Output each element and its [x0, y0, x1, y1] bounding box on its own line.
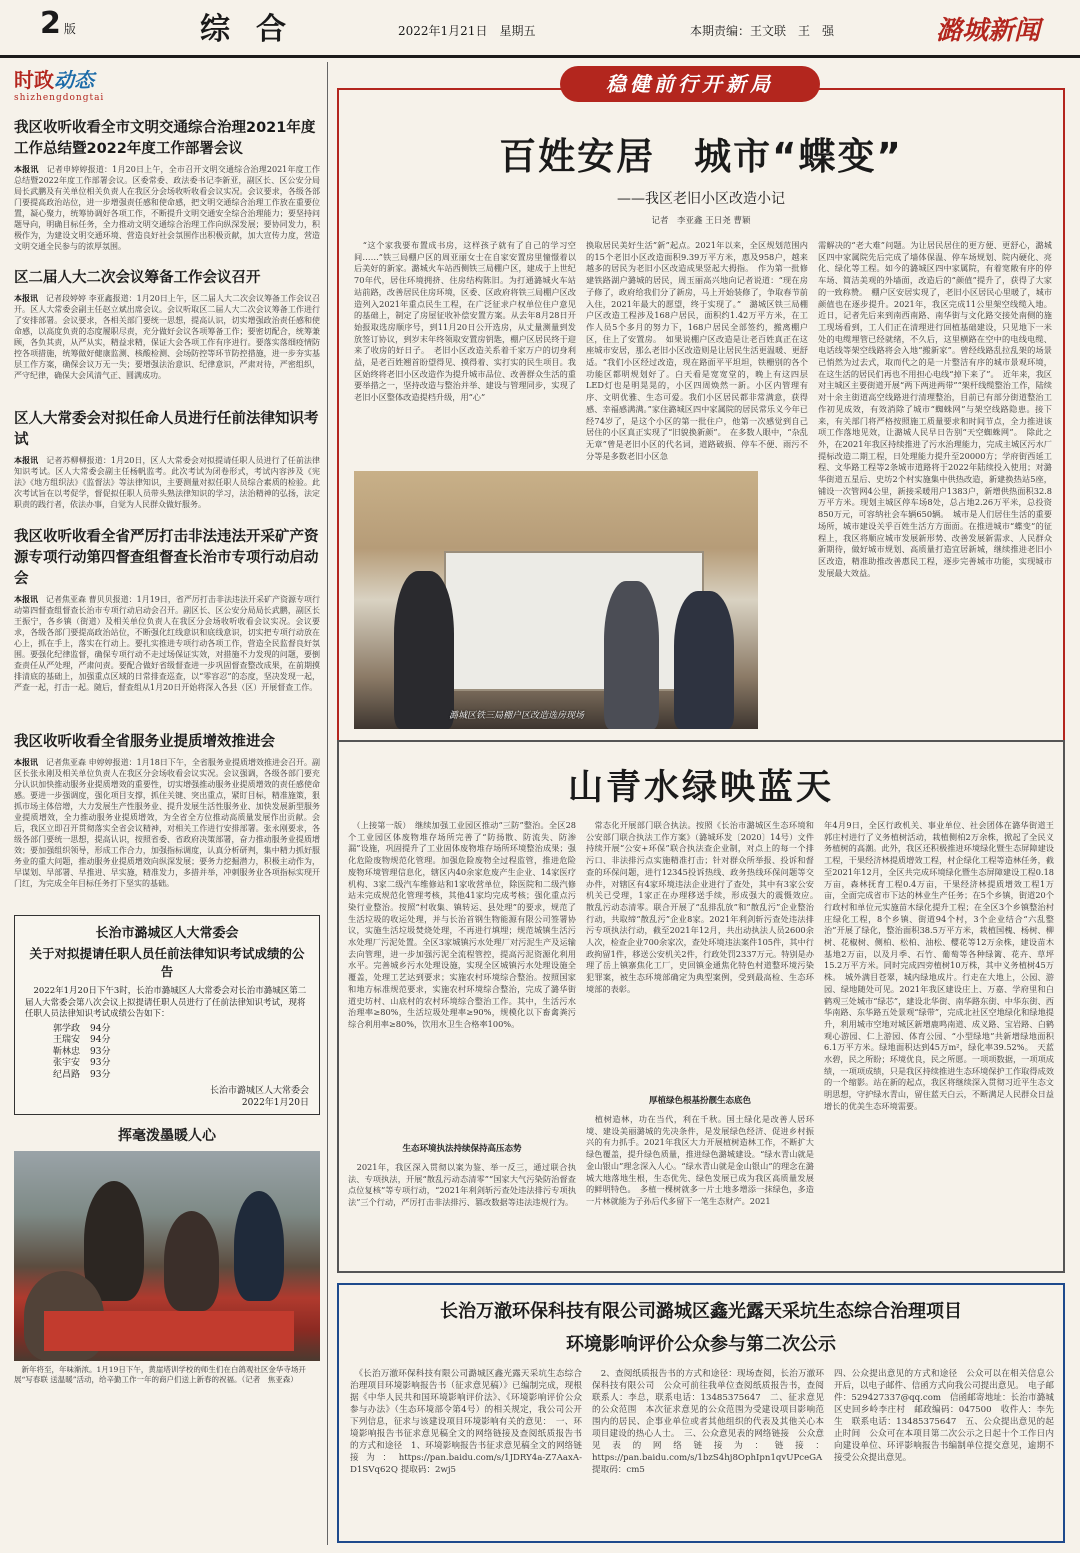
calligraphy-photo — [14, 1151, 320, 1361]
feature-environment-col3: 年4月9日，全区行政机关、事业单位、社会团体在潞华街道王郭庄村进行了义务植树活动，栽植侧柏2万余株，掀起了全民义务植树的高潮。此外，我区还积极推进环境绿化暨生态屏障建设工程，干果经济林提质增效工程，村企绿化工程等造林任务，截至2021年12月，全区共完成环境绿化暨生态屏障建设工程0.18万亩，森林抚育工程0.4万亩，干果经济林提质增效工程1万亩，全面完成省市下达的林业生产任务；在5个乡镇，街道20个行政村和单位元实施苗木绿化提升工程；在全区3个乡镇整治村庄绿化工程，8个乡镇、街道94个村，3个企业结合“六乱整治”开展了绿化，整治面积38.5万平方米，栽植国槐、杨树、柳树、花椒树、侧柏、松柏、油松、樱花等12万余株，建设苗木基地2万亩，以及月季、石竹、葡萄等各种绿篱、花卉、草坪15.2万平方米。同时完成四旁植树10万株，其中义务植树45万株。 城外满目苍翠，城内绿地成片。行走在大地上，公园、游园、绿地随处可见。2021年我区建设庄上、万嘉、学府里和白鹤观三处城市“绿芯”，建设北华街、南华路东街、中华东街、西华南路、东华路五处景观“绿带”，完成北社区空地绿化和绿地提升，利用城市空地对城区新增鹿鸣南道、成义路、宝岩路、白鹤观心游园、仁上游园、体育公园、“小型绿地”共新增绿地面积6.1万平方米。绿地面积达到45万m²，绿化率39.52%。 天蓝水碧，民之所盼；环境优良，民之所愿。一项项数据，一项项成绩，一项项成绩，只是我区持续推进生态环境保护工作取得成效的一个缩影。站在新的起点，我区将继续深入贯彻习近平生态文明思想，守护绿水青山，留住蓝天白云，不断满足人民群众日益增长的优美生态环境需要。 — [824, 820, 1054, 1111]
news-body: 本报讯 记者苏柳柳报道：1月20日，区人大常委会对拟提请任职人员进行了任前法律知识考试。区人大常委会副主任杨帆监考。此次考试为闭卷形式，考试内容涉及《宪法》《地方组织法》《监督法》等法律知识，主要测量对拟任职人员综合素质的检验。此次考试旨在以考促学，督促拟任职人员带头熟法律知识的学习，法治精神的弘扬，法定职责的践行者，依法办事，自觉为人民群众做好服务。 — [14, 455, 320, 509]
score-row — [53, 1058, 120, 1070]
public-notice-col1: 《长治万澈环保科技有限公司潞城区鑫光露天采坑生态综合治理项目环境影响报告书（征求意见稿）》已编制完成，现根据《中华人民共和国环境影响评价法》、《环境影响评价公众参与办法》（生态环境部令第4号）的相关规定，我公司公开下列信息，征求与该建设项目环境影响有关的意见： 一、环境影响报告书征求意见稿全文的网络链接及查阅纸质报告书的方式和途径 1、环境影响报告书征求意见稿全文的网络链接为：https://pan.baidu.com/s/1JDRY4a-Z7AaxA-D1SVq62Q 提取码：2wj5 — [350, 1369, 582, 1475]
candidate-score: 93分 — [90, 1069, 111, 1080]
feature-housing-authors: 记者 李亚鑫 王日尧 曹颖 — [651, 216, 751, 226]
feature-environment-title: 山青水绿映蓝天 — [567, 768, 834, 808]
exam-notice — [14, 915, 320, 1115]
feature-environment-col2: 常态化开展部门联合执法。按照《长治市潞城区生态环境和公安部门联合执法工作方案》（潞城环发〔2020〕14号）文件持续开展“公安+环保”联合执法查企业制，对点上的每一个排污口、非法排污点实施精准打击；针对群众所举报、投诉和督查的环保问题，进行12345投诉热线、政务热线环保问题等交办件，对辖区有4家环境违法企业进行了查处，其中有3家公安机关已受理，1家正在办理移送手续，形成强大的震慑效应。 散乱污动态清零。联合开展了“乱排乱放”和“散乱污”企业整治行动，共取缔“散乱污”企业8家。2021年利剑斩污查处违法排污专项执法行动，截至2021年12月，共出动执法人员2600余人次，检查企业700余家次，查处环境违法案件105件，其中行政拘留1件，移送公安机关2件，行政处罚2337万元。特别是办理了岳上镇寨焦化工厂，史回镇金通焦化特色村道整环境污染犯罪案，被生态环境部确定为典型案例，受到最高检、生态环境部的表彰。 — [586, 820, 823, 994]
candidate-score: 93分 — [90, 1058, 111, 1068]
section-name: 综合 — [200, 12, 312, 47]
housing-photo — [354, 471, 758, 729]
score-table — [53, 1024, 120, 1082]
issue-date: 2022年1月21日 星期五 — [398, 24, 536, 38]
feature-environment-col2b: 植树造林，功在当代，利在千秋。国土绿化是改善人居环境、建设美丽潞城的先决条件，是发展绿色经济、促进乡村振兴的有力抓手。2021年我区大力开展植树造林工作，不断扩大绿色覆盖，提升绿色质量，推进绿色潞城建设。“绿水青山就是金山银山”理念深入人心。“绿水青山就是金山银山”的理念在潞城大地落地生根，生态优先、绿色发展已成为我区高质量发展的鲜明特色。 多植一棵树就多一片土地多增添一抹绿色，多造一片林就能为子孙后代多留下一笔生态财产。2021 — [586, 1114, 814, 1206]
page-number: 2 版 — [40, 6, 76, 41]
news-headline: 我区收听收看全市文明交通综合治理2021年度工作总结暨2022年度工作部署会议 — [14, 120, 316, 157]
score-row — [53, 1070, 120, 1082]
photo-news-title: 挥毫泼墨暖人心 — [118, 1128, 216, 1144]
candidate-score: 94分 — [90, 1035, 111, 1045]
column-banner: 稳健前行开新局 — [560, 66, 820, 102]
feature-environment-col1: （上接第一版） 继续加强工业园区推动“三防”整治。全区28个工业园区体废物堆存场所完善了“防扬散、防流失、防渗漏”设施，巩固提升了工业固体废物堆存场所环境整治成果；强化危险废物规范化管理。加强危险废物全过程监管，推进危险废物环境管理信息化，辖区内40余家危废产生企业、14家医疗机构、3家二级汽车维修站和1家收营单位，除医院和二级汽修站未完成规范化管理考核，其他41家均完成考核；强化重点污染行业整治。按照“村收集、镇转运、县处理”的要求，规范了生活垃圾的收运处理，并与长治首钢生物能源有限公司签署协议，实施生活垃圾焚烧处理，不再进行填埋；规范城镇生活污水处理厂污泥处置。全区3家城镇污水处理厂对污泥生产及运输去向管理，进一步加强污泥全流程管控，提高污泥资源化利用水平。完善城乡污水处理设施，实现全区城镇污水处理设施全覆盖，处理工艺达到要求；实施农村环境综合整治。按照国家和地方标准规范要求，实施农村环境综合整治，完成了潞华街道史坊村、山底村的农村环境综合整治工作。其中，生活污水治理率≥80%，生活垃圾处理率≥90%，规模化以下畜禽粪污综合利用率≥80%，饮用水卫生合格率100%。 — [348, 820, 576, 1029]
page-header — [0, 0, 1080, 58]
score-row — [53, 1035, 120, 1047]
candidate-name: 张宇安 — [53, 1058, 81, 1068]
public-notice-col2: 2、查阅纸质报告书的方式和途径：现场查阅，长治万澈环保科技有限公司 公众可前往我单位查阅纸质报告书，查阅联系人：李总，联系电话：13485375647 二、征求意见的公众范围 本次征求意见的公众范围为受建设项目影响范围内的居民、企事业单位或者其他组织的代表及其他关心本项目建设的热心人士。 三、公众意见表的网络链接 公众意见表的网络链接为：链接：https://pan.baidu.com/s/1bzS4hj8OphIpn1qvUPceGA 提取码：cm5 — [592, 1369, 824, 1475]
candidate-name: 郭学政 — [53, 1023, 81, 1034]
candidate-name: 纪昌路 — [53, 1069, 81, 1080]
section-tag: 时政动态 shizhengdongtai — [14, 68, 105, 103]
news-body: 本报讯 记者申婷婷报道：1月20日上午，全市召开文明交通综合治理2021年度工作总结暨2022年度工作部署会议。区委常委、政法委书记李新亚，副区长、区公安分局局长武鹏及有关单位相关负责人在我区分会场收听收看会议实况。会议要求，各级各部门要提高政治站位，进一步增强责任感和使命感，把文明交通综合治理工作放在重要位置，凝心聚力，统筹协调好各项工作，不断提升文明交通安全综合治理能力；要坚持问题导向，明确目标任务，全力推动文明交通综合治理工作向纵深发展；要协同发力，积极作为，为建设文明交通环境、营造良好社会氛围作出积极贡献，加大宣传力度，营造文明交通全民参与的浓厚氛围。 — [14, 164, 320, 251]
notice-body: 2022年1月20日下午3时，长治市潞城区人大常委会对长治市潞城区第二届人大常委会第八次会议上拟提请任职人员进行了任前法律知识考试，现将任职人员法律知识考试成绩公告如下： — [25, 986, 307, 1019]
housing-photo-caption: 潞城区铁三局棚户区改造选房现场 — [449, 711, 585, 721]
candidate-score: 93分 — [90, 1046, 111, 1057]
news-headline: 我区收听收看全省严厉打击非法违法开采矿产资源专项行动第四督查组督查长治市专项行动启动会 — [14, 529, 319, 587]
candidate-name: 靳林忠 — [53, 1046, 81, 1057]
news-body: 本报讯 记者焦亚森 曹贝贝报道：1月19日，省严厉打击非法违法开采矿产资源专项行动第四督查组督查长治市专项行动启动会召开。副区长、区公安分局局长武鹏，副区长王振宁，各乡镇（街道）及相关单位负责人在我区分会场收听收看会议实况。会议要求，各级各部门要提高政治站位，不断强化红线意识和底线意识，切实把专项行动放在心上，抓在手上，落实在行动上。要扎实推进专项行动各项工作，营造全民监督良好氛围。要强化纪律监督，确保专项行动不走过场保证实效，对措施不力发现的问题，要倒查责任从严处理，严肃问责。要配合做好省级督查进一步巩固督查整改成果，在前期摸排清底的基础上，加强重点区域的日常排查巡查，以“零容忍”的态度，坚决发现一起，严查一起，打击一起。随后，督查组从1月20日开始将深入各县（区）开展督查工作。 — [14, 594, 320, 692]
left-column — [14, 64, 320, 1544]
news-headline: 区二届人大二次会议筹备工作会议召开 — [14, 270, 261, 286]
notice-issuer: 长治市潞城区人大常委会 — [95, 926, 239, 941]
editors: 本期责编：王文联 王 强 — [690, 24, 835, 38]
notice-signature: 长治市潞城区人大常委会 2022年1月20日 — [209, 1086, 309, 1108]
public-notice-col3: 四、公众提出意见的方式和途径 公众可以在相关信息公开后，以电子邮件、信函方式向我公司提出意见。 电子邮件：529427337@qq.com 信函邮寄地址：长治市潞城区史回乡岭李庄村 邮政编码：047500 收件人：李先生 联系电话：13485375647 五、公众提出意见的起止时间 公众可在本项目第二次公示之日起十个工作日内向建设单位、环评影响报告书编制单位提交意见，逾期不接受公众提出意见。 — [834, 1369, 1054, 1463]
public-notice-title2: 环境影响评价公众参与第二次公示 — [566, 1334, 836, 1355]
subhead-enforcement: 生态环境执法持续保持高压态势 — [402, 1144, 522, 1154]
feature-environment-col1b: 2021年，我区深入贯彻以案为鉴、举一反三，通过联合执法、专项执法，开展“散乱污动态清零”“国家大气污染防治督查点位复核”等专项行动，“2021年利剑斩污查处违法排污专项执法”三个行动，严厉打击非法排污、篡改数据等违法违规行为。 — [348, 1162, 576, 1208]
column-divider — [327, 62, 328, 1545]
newspaper-logo: 潞城新闻 — [936, 16, 1041, 46]
feature-housing-title: 百姓安居 城市“蝶变” — [499, 135, 903, 178]
candidate-name: 王瑞安 — [53, 1035, 81, 1045]
feature-housing-col3: 需解决的“老大难”问题。为让居民居住的更方便、更舒心，潞城区四中家属院先后完成了墙体保温、停车场规划、院内硬化、亮化、绿化等工程。如今的潞城区四中家属院，有着宽敞有序的停车场、简洁美观的外墙面，改造后的“颜值”提升了，获得了大家的一致称赞。 棚户区安居实现了，老旧小区居民心里暖了，城市颜值也在逐步提升。2021年，我区完成11公里架空线缆入地。近日，记者先后来到南西南路、南华街与文化路交接处南侧的施工现场看到，工人们正在清理进行回植基础建设，只见地下一米处的电缆埋管已经就绪，不久后，这里横路在空中的电线电缆、电话线等架空线路将会入地“搬新家”。曾经线路乱拉乱架的场景已悄然为过去式，取而代之的是一片整洁有序的城市景观环境，在这生活的居民们再也不用担心电线“掉下来了”。 近年来，我区对主城区主要街道开展“两下两进两带”“架杆线缆整治工作，陆续对十余主街道高空线路进行清理整治，目前已有部分街道整治工作初见成效，有效消除了城市“蜘蛛网”与架空线路隐患。接下来，有关部门将严格按照施工质量要求和时间节点，全力推进该项工作落地见效，让潞城人民早日告别“天空蜘蛛网”。 除此之外，在2021年我区持续推进了污水治理能力，完成主城区污水厂提标改造二期工程，日处理能力提升至20000方；学府街西延工程、文华路工程等2条城市道路将于2022年陆续投入使用；对潞华街道五星后、史坊2个村实施集中供热改造，新建换热站5座，铺设一次管网4公里，新接采暖用户1383户，新增供热面积32.8万平方米。现划主城区停车场8处，总占地2.26万平米，总投资850万元，可容纳社会车辆650辆。 城市是人们居住生活的重要场所，城市建设关乎百姓生活方方面面。在推进城市“蝶变”的征程上，我区将顺应城市发展新形势、改善发展新需求、人民群众新期待，做好城市规划、高质量打造宜居新城，继续推进老旧小区改造，精准助推改善惠民工程，逐步完善城市功能，实现城市发展最大效益。 — [818, 240, 1052, 578]
feature-housing-col1: “这个家我要布置成书房，这样孩子就有了自己的学习空间……”铁三局棚户区的周亚丽女士在自家安置房里憧憬着以后美好的新家。潞城火车站西侧铁三局棚户区，建成于上世纪70年代，居住环境拥挤、住房结构陈旧。为打通潞城火车站站前路，改善居民住房环境，区委、区政府将铁三局棚户区改造列入2021年重点民生工程，在广泛征求户权单位住户意见的基础上，制定了房屋征收补偿安置方案。从去年8月28日开始报取选房顺序号，到11月20日公开选房，从丈量测量到发放签订协议，到岁末年终领取安置房钥匙，棚户区居民终于迎来了收房的好日子。 老旧小区改造关系着千家万户的切身利益，是老百姓翘首盼望得见、摸得着、实打实的民生项目。我区始终将老旧小区改造作为提升城市品位、改善群众生活的重要举措之一，坚持改造与整治并举、建设与管理同步，实现了老旧小区整体改造提档升级，用“心” — [354, 240, 576, 403]
score-row — [53, 1024, 120, 1036]
news-headline: 我区收听收看全省服务业提质增效推进会 — [14, 734, 275, 750]
news-list — [14, 118, 320, 907]
public-notice-title1: 长治万澈环保科技有限公司潞城区鑫光露天采坑生态综合治理项目 — [440, 1301, 962, 1322]
news-body: 本报讯 记者焦亚森 申婷婷报道：1月18日下午，全省服务业提质增效推进会召开。副区长张永刚及相关单位负责人在我区分会场收看会议实况。会议强调，各级各部门要充分认识加快推动服务业提质增效的重要性，切实增强推动服务业提质增效的责任感使命感。要进一步强调度，强化项目支撑，抓住关键、突出重点，紧盯目标，精准施策，狠抓市场主体倍增，大力发展生产性服务业、提升发展生活性服务业、加快发展新型服务业提质增效，全力推动服务业提质增效，为全省全方位推动高质量发展作出贡献。会后，我区立即召开贯彻落实全省会议精神，对相关工作进行安排部署。张永刚要求，各级各部门要统一思想，提高认识，按照省委、省政府决策部署，奋力推动服务业提质增效；要加强组织领导，形成工作合力，加强指标调度，认真分析研判，集中精力抓好服务业的重大问题，推动服务业提质增效向纵深发展；要务力挖掘潜力，积极主动作为，早谋划、早部署、早推进、早实施，精准发力，多措并举，冲刺服务业各项指标实现开门红，为完成全年目标任务打下坚实的基础。 — [14, 757, 320, 888]
candidate-score: 94分 — [90, 1023, 111, 1034]
photo-caption: 新年将至，年味渐浓。1月19日下午，黄崖塔训学校的师生们在白鸽观社区金华寺场开展“写春联 送温暖”活动，给辛勤工作一年的商户们送上新春的祝福。（记者 焦亚森） — [14, 1365, 306, 1384]
news-headline: 区人大常委会对拟任命人员进行任前法律知识考试 — [14, 411, 319, 448]
subhead-greening: 厚植绿色根基扮靓生态底色 — [648, 1096, 751, 1106]
score-row — [53, 1047, 120, 1059]
feature-housing-subtitle: ——我区老旧小区改造小记 — [617, 191, 785, 207]
notice-title: 关于对拟提请任职人员任前法律知识考试成绩的公告 — [29, 946, 305, 979]
feature-housing-col2a: 换取居民美好生活”新”起点。2021年以来，全区规划范围内的15个老旧小区改造面积9.39万平方米，惠及958户，越来越多的居民为老旧小区改造成果竖起大拇指。 作为第一批修建铁路湖户潞城的居民，周玉丽高兴地向记者说道：“现在房子修了，政府给我们分了新房，马上开始装修了，争取春节前入住，2021年最大的愿望，终于实现了。” 潞城区铁三局棚户区改造工程涉及168户居民，面积约1.42万平方米，在工作人员5个多月的努力下，168户居民全部签约，搬离棚户区，住上了安置房。 如果说棚户区改造是让老百姓真正在这座城市安居，那么老旧小区改造则是让居民生活更温暖、更舒适。“我们小区经过改造，现在路面平平坦坦，铁栅别的各个功能区都明规划好了。白天看是宽宽堂的，晚上有这四层LED灯也是明晃晃的，小区四周焕然一新。小区内管理有序、文明优雅、生态可爱。我们小区居民都非常满意，获得感、幸福感满满。”家住潞城区四中家属院的居民常乐义今年已经74岁了，是这个小区的第一批住户，他第一次感觉到自己居住的小区真正实现了“旧貌换新颜”。 在多数人眼中，“杂乱无章”曾是老旧小区的代名词，道路破损、停车不便、雨污不分等是多数老旧小区急 — [586, 240, 808, 461]
news-body: 本报讯 记者段婷婷 李亚鑫报道：1月20日上午，区二届人大二次会议筹备工作会议召开。区人大常委会副主任赵立斌出席会议。会议听取区二届人大二次会议筹备工作进行了安排部署。会议要求，各相关部门要统一思想，提高认识，切实增强政治责任感和使命感，以高度负责的态度履职尽责，充分做好会议各项筹备工作；要密切配合，统筹兼顾，各负其责，从严从实，精益求精，保证大会各项工作有序进行。要落实落细疫情防控各项措施，统筹做好健康监测、核酸检测、会场防控等环节防控措施，进一步夯实基层工作方案，确保会议万无一失；要增强法治意识、纪律意识，严肃对待，严密组织，严守纪律，确保大会风清气正、圆满成功。 — [14, 293, 320, 380]
